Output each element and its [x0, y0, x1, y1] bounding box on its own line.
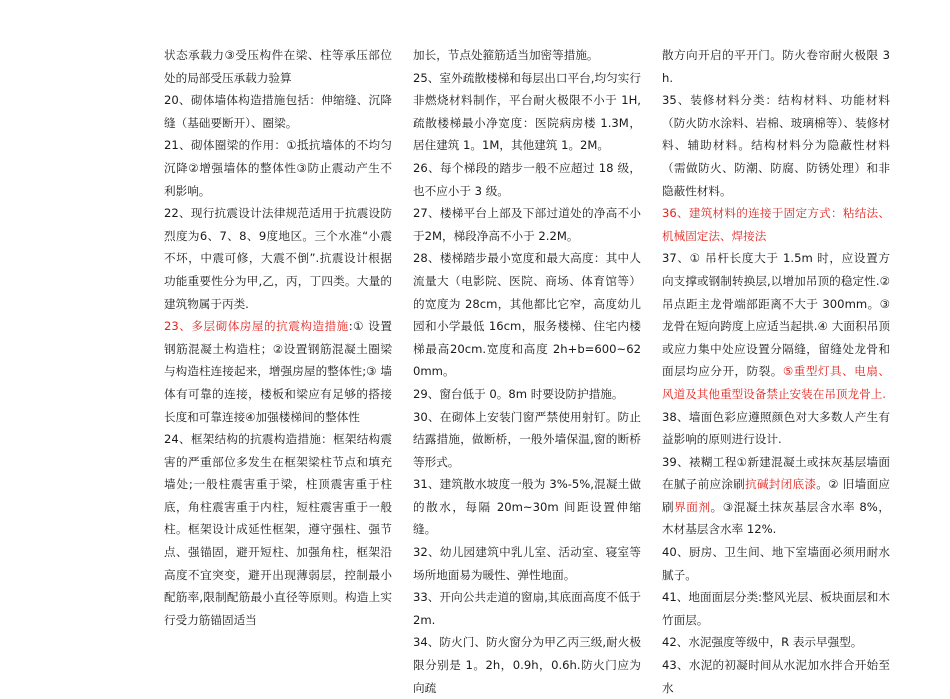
text-segment: 30、在砌体上安装门窗严禁使用射钉。防止结露措施，做断桥，一般外墙保温,窗的断桥等形式。 [413, 409, 641, 469]
paragraph [413, 541, 641, 586]
paragraph [662, 89, 890, 202]
paragraph [413, 406, 641, 474]
paragraph [662, 451, 890, 541]
highlighted-text: ⑤重型灯具、电扇、风道及其他重型设备禁止安装在吊顶龙骨上. [662, 364, 890, 401]
text-segment: 24、框架结构的抗震构造措施：框架结构震害的严重部位多发生在框架梁柱节点和填充墙处;一般柱震害重于梁，柱顶震害重于柱底，角柱震害重于内柱，短柱震害重于一般柱。框架设计成延性框架，遵守强柱、强节点、强锚固，避开短柱、加强角柱，框架沿高度不宜突变，避开出现薄弱层，控制最小配筋率,限制配筋最小直径等原则。构造上实行受力筋锚固适当 [164, 432, 392, 627]
highlighted-text: 抗碱封闭底漆 [745, 477, 817, 492]
paragraph [662, 202, 890, 247]
text-segment: 29、窗台低于 0。8m 时要设防护措施。 [413, 386, 624, 401]
paragraph [413, 202, 641, 247]
text-segment: 22、现行抗震设计法律规范适用于抗震设防烈度为6、7、8、9度地区。三个水准“小震不坏，中震可修，大震不倒”.抗震设计根据功能重要性分为甲,乙，丙，丁四类。大量的建筑物属于丙类. [164, 206, 392, 311]
paragraph [413, 586, 641, 631]
paragraph [164, 315, 392, 428]
text-segment: 32、幼儿园建筑中乳儿室、活动室、寝室等场所地面易为暖性、弹性地面。 [413, 545, 641, 582]
text-segment: 35、装修材料分类：结构材料、功能材料（防火防水涂料、岩棉、玻璃棉等）、装修材料、辅助材料。结构材料分为隐蔽性材料（需做防火、防潮、防腐、防锈处理）和非隐蔽性材料。 [662, 93, 890, 198]
text-segment: 状态承载力③受压构件在梁、柱等承压部位处的局部受压承载力验算 [164, 48, 392, 85]
paragraph [662, 247, 890, 405]
highlighted-text: 界面剂 [674, 499, 711, 514]
paragraph [164, 202, 392, 315]
paragraph [413, 157, 641, 202]
highlighted-text: 36、建筑材料的连接于固定方式：粘结法、机械固定法、焊接法 [662, 206, 890, 243]
text-segment: 。③混凝土抹灰基层含水率 8%，木材基层含水率 12%. [662, 499, 890, 537]
paragraph [164, 134, 392, 202]
text-segment: 39、裱糊工程①新建混凝土或抹灰基层墙面在腻子前应涂刷 [662, 454, 890, 492]
text-segment: 37、① 吊杆长度大于 1.5m 时，应设置方向支撑或钢制转换层,以增加吊顶的稳定性.② 吊点距主龙骨端部距离不大于 300mm。③龙骨在短向跨度上应适当起拱.④ 大面积吊顶或应力集中处应设置分隔缝，留缝处龙骨和面层均应分开，防裂。 [662, 251, 890, 379]
paragraph [662, 541, 890, 586]
text-segment: 33、开向公共走道的窗扇,其底面高度不低于2m. [413, 590, 641, 627]
text-segment: 加长，节点处箍筋适当加密等措施。 [413, 48, 599, 62]
text-segment: 41、地面面层分类:整风光层、板块面层和木竹面层。 [662, 590, 890, 627]
paragraph [413, 383, 641, 406]
text-segment: 43、水泥的初凝时间从水泥加水拌合开始至水 [662, 658, 890, 695]
paragraph [662, 654, 890, 699]
text-column-right [662, 44, 890, 699]
text-segment: 28、楼梯踏步最小宽度和最大高度：其中人流量大（电影院、医院、商场、体育馆等）的宽度为 28cm，其他都比它窄，高度幼儿园和小学最低 16cm，服务楼梯、住宅内楼梯最高20cm.宽度和高度 2h+b=600~620mm。 [413, 251, 641, 379]
text-column-middle [413, 44, 641, 699]
text-segment: 。② 旧墙面应刷 [662, 477, 890, 514]
text-segment: 34、防火门、防火窗分为甲乙丙三级,耐火极限分别是 1。2h，0.9h，0.6h.防火门应为向疏 [413, 635, 641, 695]
paragraph [662, 586, 890, 631]
text-column-left [164, 44, 392, 631]
paragraph [413, 631, 641, 699]
paragraph [413, 473, 641, 541]
paragraph [662, 406, 890, 451]
paragraph [164, 44, 392, 89]
paragraph [413, 44, 641, 67]
text-segment: 31、建筑散水坡度一般为 3%-5%,混凝土做的散水，每隔 20m~30m 间距设置伸缩缝。 [413, 477, 641, 537]
text-segment: 42、水泥强度等级中，R 表示早强型。 [662, 635, 863, 650]
paragraph [413, 67, 641, 157]
text-segment: 20、砌体墙体构造措施包括：伸缩缝、沉降缝（基础要断开）、圈梁。 [164, 93, 392, 130]
paragraph [413, 247, 641, 383]
text-segment: 散方向开启的平开门。防火卷帘耐火极限 3h. [662, 48, 890, 85]
text-segment: 27、楼梯平台上部及下部过道处的净高不小于2M，梯段净高不小于 2.2M。 [413, 206, 641, 243]
text-segment: :① 设置钢筋混凝土构造柱；②设置钢筋混凝土圈梁与构造柱连接起来，增强房屋的整体性;③ 墙体有可靠的连接，楼板和梁应有足够的搭接长度和可靠连接④加强楼梯间的整体性 [164, 319, 392, 424]
text-segment: 40、厨房、卫生间、地下室墙面必须用耐水腻子。 [662, 545, 890, 582]
paragraph [164, 428, 392, 631]
highlighted-text: 23、多层砌体房屋的抗震构造措施 [164, 319, 349, 334]
text-segment: 38、墙面色彩应遵照颜色对大多数人产生有益影响的原则进行设计. [662, 409, 890, 447]
paragraph [662, 631, 890, 654]
paragraph [662, 44, 890, 89]
paragraph [164, 89, 392, 134]
text-segment: 25、室外疏散楼梯和每层出口平台,均匀实行非燃烧材料制作，平台耐火极限不小于 1H,疏散楼梯最小净宽度：医院病房楼 1.3M，居住建筑 1。1M，其他建筑 1。2M。 [413, 70, 641, 153]
text-segment: 21、砌体圈梁的作用：①抵抗墙体的不均匀沉降②增强墙体的整体性③防止震动产生不利影响。 [164, 138, 392, 198]
text-segment: 26、每个梯段的踏步一般不应超过 18 级，也不应小于 3 级。 [413, 160, 641, 198]
